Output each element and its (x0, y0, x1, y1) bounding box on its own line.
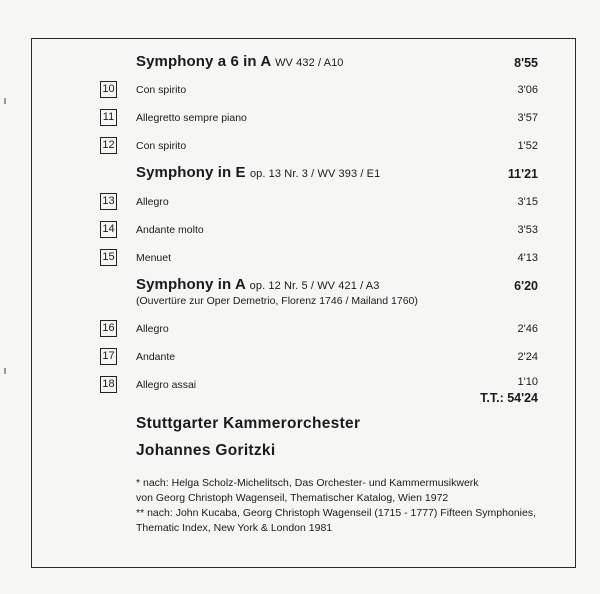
total-time: T.T.: 54'24 (480, 391, 538, 405)
symphony-duration: 8'55 (514, 56, 538, 70)
symphony-heading (136, 276, 379, 293)
track-title: Allegro (136, 323, 169, 335)
symphony-catalog: WV 432 / A10 (275, 57, 344, 69)
track-title: Andante (136, 351, 176, 363)
track-title: Allegretto sempre piano (136, 112, 247, 124)
track-number: 11 (100, 109, 117, 126)
symphony-heading (136, 53, 344, 70)
track-duration: 2'24 (517, 351, 538, 363)
symphony-title: Symphony in E (136, 164, 246, 181)
track-number: 14 (100, 221, 117, 238)
symphony-catalog: op. 13 Nr. 3 / WV 393 / E1 (249, 168, 381, 180)
track-number: 17 (100, 348, 117, 365)
track-number: 10 (100, 81, 117, 98)
conductor-name: Johannes Goritzki (136, 442, 276, 459)
footnote-line: Thematic Index, New York & London 1981 (136, 522, 333, 534)
footnote-line: von Georg Christoph Wagenseil, Thematischer Katalog, Wien 1972 (136, 492, 449, 504)
symphony-catalog: op. 12 Nr. 5 / WV 421 / A3 (249, 280, 380, 292)
track-title: Allegro (136, 196, 169, 208)
symphony-title: Symphony in A (136, 276, 246, 293)
symphony-heading (136, 164, 380, 181)
symphony-duration: 6'20 (514, 279, 538, 293)
track-duration: 2'46 (517, 323, 538, 335)
symphony-duration: 11'21 (507, 167, 538, 181)
track-number: 16 (100, 320, 117, 337)
track-duration: 3'06 (517, 84, 538, 96)
footnote-line: ** nach: John Kucaba, Georg Christoph Wagenseil (1715 - 1777) Fifteen Symphonies, (136, 507, 537, 519)
fold-mark (4, 98, 6, 104)
track-duration: 3'53 (517, 224, 538, 236)
track-number: 12 (100, 137, 117, 154)
track-duration: 1'10 (517, 376, 538, 388)
track-duration: 4'13 (517, 252, 538, 264)
track-title: Andante molto (136, 224, 204, 236)
track-number: 15 (100, 249, 117, 266)
track-duration: 3'15 (517, 196, 538, 208)
track-title: Allegro assai (136, 379, 197, 391)
orchestra-name: Stuttgarter Kammerorchester (136, 415, 361, 432)
track-title: Con spirito (136, 84, 187, 96)
symphony-note: (Ouvertüre zur Oper Demetrio, Florenz 1746 / Mailand 1760) (136, 295, 418, 307)
track-duration: 3'57 (517, 112, 538, 124)
symphony-title: Symphony a 6 in A (136, 53, 271, 70)
track-number: 18 (100, 376, 117, 393)
track-title: Con spirito (136, 140, 187, 152)
footnote-line: * nach: Helga Scholz-Michelitsch, Das Orchester- und Kammermusikwerk (136, 477, 479, 489)
track-title: Menuet (136, 252, 172, 264)
track-number: 13 (100, 193, 117, 210)
track-duration: 1'52 (517, 140, 538, 152)
fold-mark (4, 368, 6, 374)
